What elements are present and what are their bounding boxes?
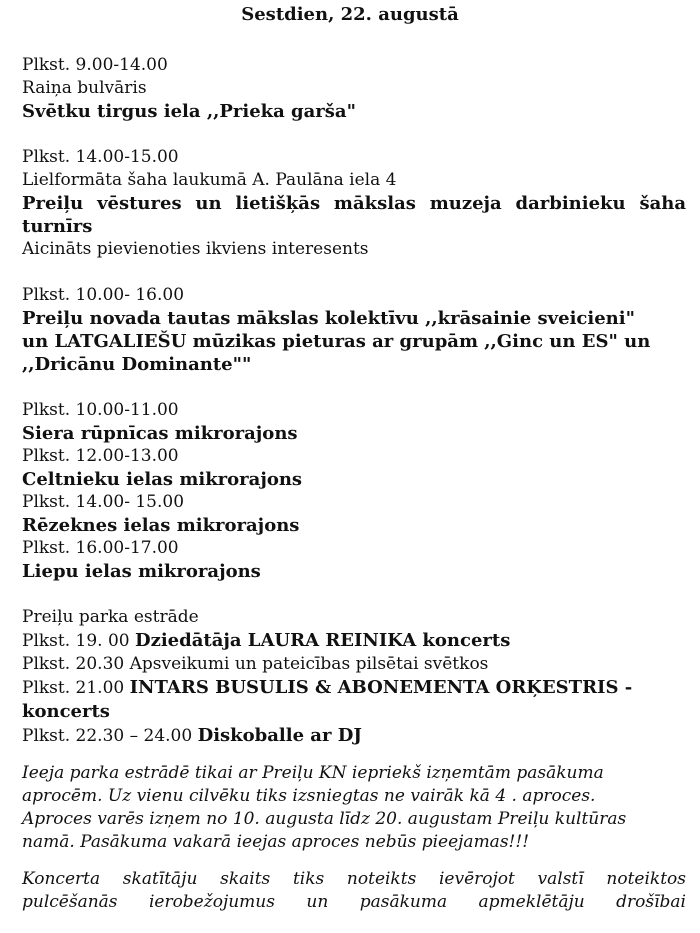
event-name: Svētku tirgus iela ,,Prieka garša" (22, 101, 356, 122)
program-item (22, 700, 686, 724)
event-name: Liepu ielas mikrorajons (22, 561, 261, 582)
program-name: Dziedātāja LAURA REINIKA koncerts (135, 630, 511, 651)
event-name: Siera rūpnīcas mikrorajons (22, 423, 298, 444)
capacity-notice (22, 868, 686, 914)
page-title: Sestdien, 22. augustā (241, 4, 459, 25)
program-item (22, 653, 686, 676)
event-time: Plkst. 16.00-17.00 (22, 538, 179, 558)
event-time: Plkst. 14.00- 15.00 (22, 492, 185, 512)
notice-line: Ieeja parka estrādē tikai ar Preiļu KN iepriekš izņemtām pasākuma (22, 763, 604, 783)
event-time: Plkst. 9.00-14.00 (22, 55, 168, 75)
program-time: Plkst. 20.30 (22, 654, 130, 674)
event-name-cont: ,,Dricānu Dominante"" (22, 354, 252, 375)
notice-line: aprocēm. Uz vienu cilvēku tiks izsniegtas ne vairāk kā 4 . aproces. (22, 786, 596, 806)
notice-line: pulcēšanās ierobežojumus un pasākuma apmeklētāju drošībai (22, 892, 686, 912)
event-name: Celtnieku ielas mikrorajons (22, 469, 303, 490)
venue-name: Preiļu parka estrāde (22, 607, 199, 627)
event-time: Plkst. 12.00-13.00 (22, 446, 179, 466)
notice-line: namā. Pasākuma vakarā ieejas aproces nebūs pieejamas!!! (22, 832, 530, 852)
event-time: Plkst. 14.00-15.00 (22, 147, 179, 167)
event-name: Preiļu novada tautas mākslas kolektīvu ,,krāsainie sveicieni" (22, 308, 635, 329)
program-item (22, 629, 686, 653)
program-time: Plkst. 22.30 – 24.00 (22, 726, 198, 746)
event-name: Rēzeknes ielas mikrorajons (22, 515, 300, 536)
notice-line: Aproces varēs izņem no 10. augusta līdz 20. augustam Preiļu kultūras (22, 809, 627, 829)
notice-line: Koncerta skatītāju skaits tiks noteikts ievērojot valstī noteiktos (22, 869, 686, 889)
program-name: koncerts (22, 701, 110, 722)
event-time: Plkst. 10.00-11.00 (22, 400, 179, 420)
program-item (22, 676, 686, 700)
event-place: Lielformāta šaha laukumā A. Paulāna iela 4 (22, 170, 397, 190)
entry-notice (22, 762, 686, 854)
program-time: Plkst. 19. 00 (22, 631, 136, 651)
event-note: Aicināts pievienoties ikviens interesents (22, 239, 369, 259)
program-name: Apsveikumi un pateicības pilsētai svētkos (129, 654, 489, 674)
program-time: Plkst. 21.00 (22, 678, 130, 698)
event-name-cont: turnīrs (22, 216, 93, 237)
program-name: Diskoballe ar DJ (197, 725, 362, 746)
schedule-content (22, 54, 686, 914)
program-item (22, 724, 686, 748)
event-time: Plkst. 10.00- 16.00 (22, 285, 185, 305)
event-place: Raiņa bulvāris (22, 78, 147, 98)
event-name: Preiļu vēstures un lietišķās mākslas muzeja darbinieku šaha (22, 193, 686, 214)
event-name-cont: un LATGALIEŠU mūzikas pieturas ar grupām ,,Ginc un ES" un (22, 331, 651, 352)
program-name: INTARS BUSULIS & ABONEMENTA ORĶESTRIS - (129, 677, 633, 698)
